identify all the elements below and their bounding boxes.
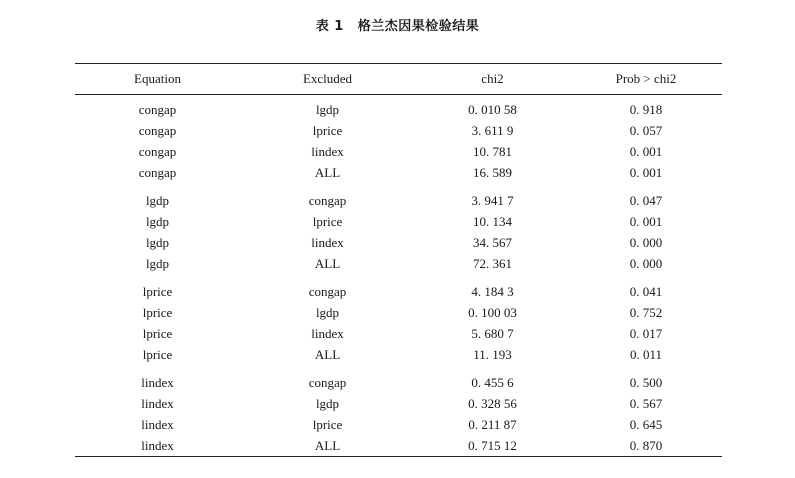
cell-equation: lindex xyxy=(141,438,174,453)
cell-prob: 0. 752 xyxy=(629,305,663,320)
cell-excluded: lindex xyxy=(311,235,344,250)
cell-chi2: 10. 781 xyxy=(473,144,512,159)
table-row xyxy=(75,274,722,302)
cell-chi2: 16. 589 xyxy=(473,165,512,180)
cell-prob: 0. 041 xyxy=(629,284,663,299)
cell-prob: 0. 500 xyxy=(629,375,663,390)
cell-prob: 0. 000 xyxy=(629,235,663,250)
header-excluded: Excluded xyxy=(302,71,353,86)
cell-excluded: ALL xyxy=(314,256,341,271)
cell-excluded: lgdp xyxy=(315,305,340,320)
table-title: 格兰杰因果检验结果 xyxy=(357,19,480,34)
cell-chi2: 0. 100 03 xyxy=(468,305,517,320)
cell-equation: lgdp xyxy=(145,235,170,250)
cell-equation: congap xyxy=(138,102,177,117)
cell-prob: 0. 011 xyxy=(629,347,663,362)
cell-chi2: 0. 715 12 xyxy=(468,438,517,453)
cell-equation: lindex xyxy=(141,396,174,411)
table-row xyxy=(75,323,722,344)
cell-chi2: 0. 010 58 xyxy=(468,102,517,117)
cell-prob: 0. 918 xyxy=(629,102,663,117)
table-number: 表 1 xyxy=(315,19,344,34)
cell-excluded: lgdp xyxy=(315,396,340,411)
cell-excluded: ALL xyxy=(314,347,341,362)
table-row xyxy=(75,253,722,274)
cell-chi2: 4. 184 3 xyxy=(471,284,514,299)
cell-prob: 0. 001 xyxy=(629,165,663,180)
table-row xyxy=(75,414,722,435)
table-row xyxy=(75,393,722,414)
cell-equation: lindex xyxy=(141,417,174,432)
cell-excluded: congap xyxy=(308,284,347,299)
cell-excluded: congap xyxy=(308,375,347,390)
cell-excluded: ALL xyxy=(314,438,341,453)
cell-excluded: lprice xyxy=(312,214,343,229)
table-body xyxy=(75,95,722,457)
granger-causality-table-container xyxy=(75,63,722,457)
cell-equation: congap xyxy=(138,165,177,180)
cell-excluded: lprice xyxy=(312,123,343,138)
cell-equation: lprice xyxy=(142,284,173,299)
table-row xyxy=(75,302,722,323)
cell-prob: 0. 567 xyxy=(629,396,663,411)
cell-excluded: lprice xyxy=(312,417,343,432)
cell-prob: 0. 017 xyxy=(629,326,663,341)
cell-prob: 0. 645 xyxy=(629,417,663,432)
cell-chi2: 34. 567 xyxy=(473,235,512,250)
cell-equation: lprice xyxy=(142,305,173,320)
table-header-row xyxy=(75,64,722,95)
cell-chi2: 3. 611 9 xyxy=(471,123,514,138)
table-row xyxy=(75,211,722,232)
cell-prob: 0. 001 xyxy=(629,214,663,229)
header-prob: Prob > chi2 xyxy=(615,71,677,86)
cell-prob: 0. 047 xyxy=(629,193,663,208)
table-row xyxy=(75,365,722,393)
table-row xyxy=(75,141,722,162)
header-equation: Equation xyxy=(134,71,181,86)
cell-equation: lgdp xyxy=(145,256,170,271)
cell-equation: lgdp xyxy=(145,214,170,229)
cell-equation: congap xyxy=(138,123,177,138)
cell-chi2: 3. 941 7 xyxy=(471,193,514,208)
table-row xyxy=(75,95,722,121)
cell-excluded: lindex xyxy=(311,144,344,159)
table-caption xyxy=(0,15,795,34)
cell-prob: 0. 057 xyxy=(629,123,663,138)
cell-prob: 0. 001 xyxy=(629,144,663,159)
table-row xyxy=(75,435,722,457)
cell-chi2: 10. 134 xyxy=(473,214,512,229)
cell-chi2: 5. 680 7 xyxy=(471,326,514,341)
cell-equation: lindex xyxy=(141,375,174,390)
cell-equation: lgdp xyxy=(145,193,170,208)
table-row xyxy=(75,232,722,253)
cell-excluded: ALL xyxy=(314,165,341,180)
table-row xyxy=(75,162,722,183)
cell-chi2: 11. 193 xyxy=(473,347,512,362)
cell-excluded: lgdp xyxy=(315,102,340,117)
cell-chi2: 0. 211 87 xyxy=(468,417,517,432)
cell-chi2: 0. 328 56 xyxy=(468,396,517,411)
header-chi2: chi2 xyxy=(481,71,504,86)
table-row xyxy=(75,183,722,211)
cell-prob: 0. 870 xyxy=(629,438,663,453)
cell-prob: 0. 000 xyxy=(629,256,663,271)
cell-chi2: 0. 455 6 xyxy=(471,375,514,390)
cell-equation: lprice xyxy=(142,347,173,362)
cell-equation: congap xyxy=(138,144,177,159)
granger-causality-table xyxy=(75,63,722,457)
table-row xyxy=(75,120,722,141)
cell-equation: lprice xyxy=(142,326,173,341)
cell-excluded: lindex xyxy=(311,326,344,341)
cell-excluded: congap xyxy=(308,193,347,208)
cell-chi2: 72. 361 xyxy=(473,256,512,271)
table-row xyxy=(75,344,722,365)
